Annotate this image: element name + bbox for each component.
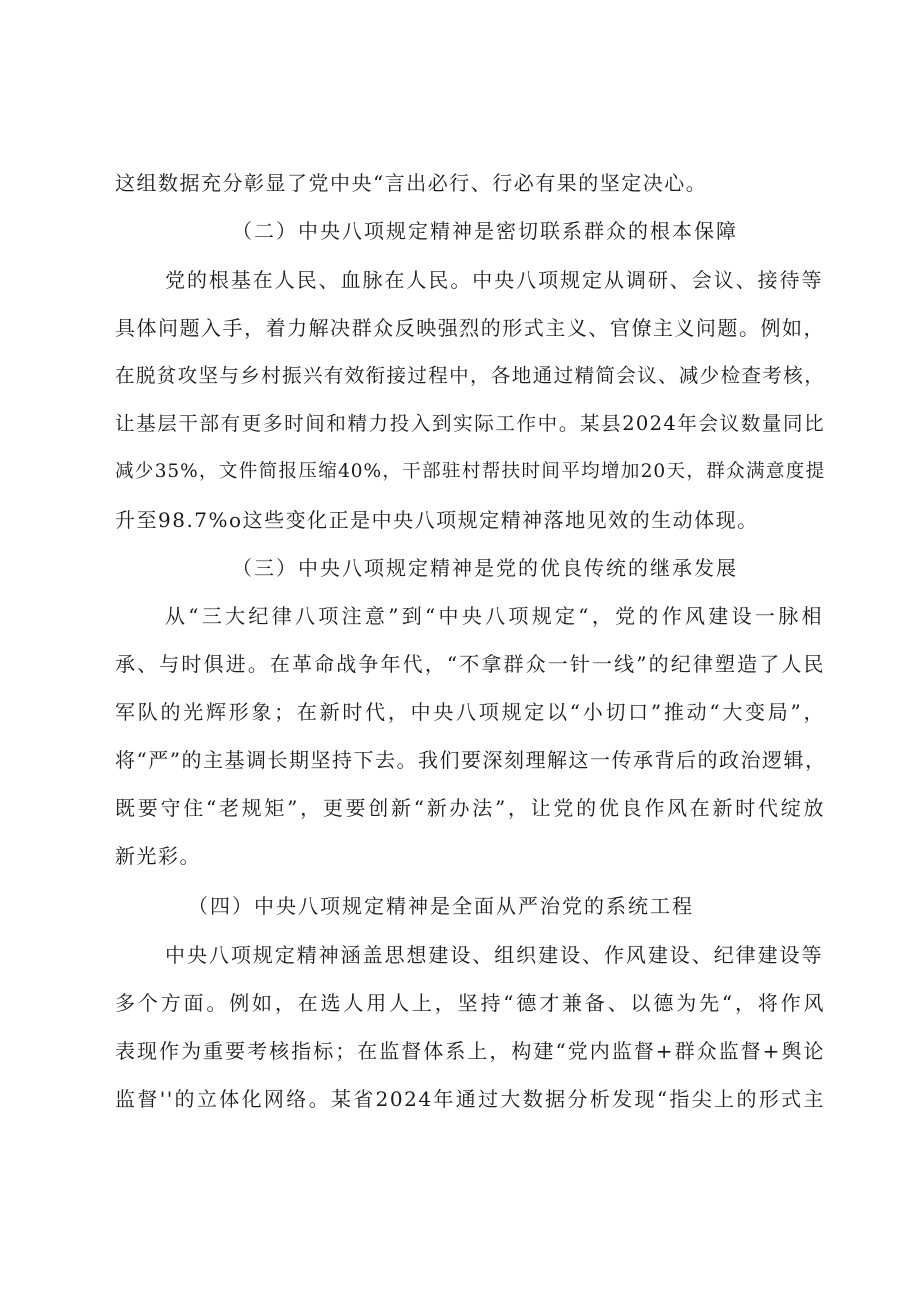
paragraph-line: 监督''的立体化网络。某省2024年通过大数据分析发现“指尖上的形式主 [115,1087,825,1111]
paragraph-line: 具体问题入手，着力解决群众反映强烈的形式主义、官僚主义问题。例如， [115,316,825,340]
paragraph-line: 在脱贫攻坚与乡村振兴有效衔接过程中，各地通过精简会议、减少检查考核， [115,364,825,387]
paragraph-line: 军队的光辉形象；在新时代，中央八项规定以“小切口”推动“大变局”， [115,700,825,724]
paragraph-line: 升至98.7%o这些变化正是中央八项规定精神落地见效的生动体现。 [115,508,759,532]
paragraph-line: 让基层干部有更多时间和精力投入到实际工作中。某县2024年会议数量同比 [115,412,825,435]
paragraph-line: 这组数据充分彰显了党中央“言出必行、行必有果的坚定决心。 [115,171,708,195]
paragraph-line: 多个方面。例如，在选人用人上，坚持“德才兼备、以德为先“，将作风 [115,991,825,1015]
section-heading-4: （四）中央八项规定精神是全面从严治党的系统工程 [188,894,694,918]
section-heading-2: （二）中央八项规定精神是密切联系群众的根本保障 [232,219,738,243]
paragraph-line: 表现作为重要考核指标；在监督体系上，构建“党内监督+群众监督+舆论 [115,1039,825,1063]
paragraph-line: 新光彩。 [115,844,201,868]
paragraph-line: 减少35%，文件简报压缩40%，干部驻村帮扶时间平均增加20天，群众满意度提 [115,461,825,482]
section-heading-3: （三）中央八项规定精神是党的优良传统的继承发展 [232,556,738,580]
paragraph-line: 党的根基在人民、血脉在人民。中央八项规定从调研、会议、接待等 [165,268,823,292]
paragraph-line: 既要守住“老规矩”，更要创新“新办法”，让党的优良作风在新时代绽放 [115,796,825,820]
paragraph-line: 将“严”的主基调长期坚持下去。我们要深刻理解这一传承背后的政治逻辑， [115,748,827,772]
paragraph-line: 中央八项规定精神涵盖思想建设、组织建设、作风建设、纪律建设等 [165,943,823,967]
paragraph-line: 承、与时俱进。在革命战争年代，“不拿群众一针一线”的纪律塑造了人民 [115,652,825,676]
paragraph-line: 从“三大纪律八项注意”到“中央八项规定“，党的作风建设一脉相 [165,604,823,628]
